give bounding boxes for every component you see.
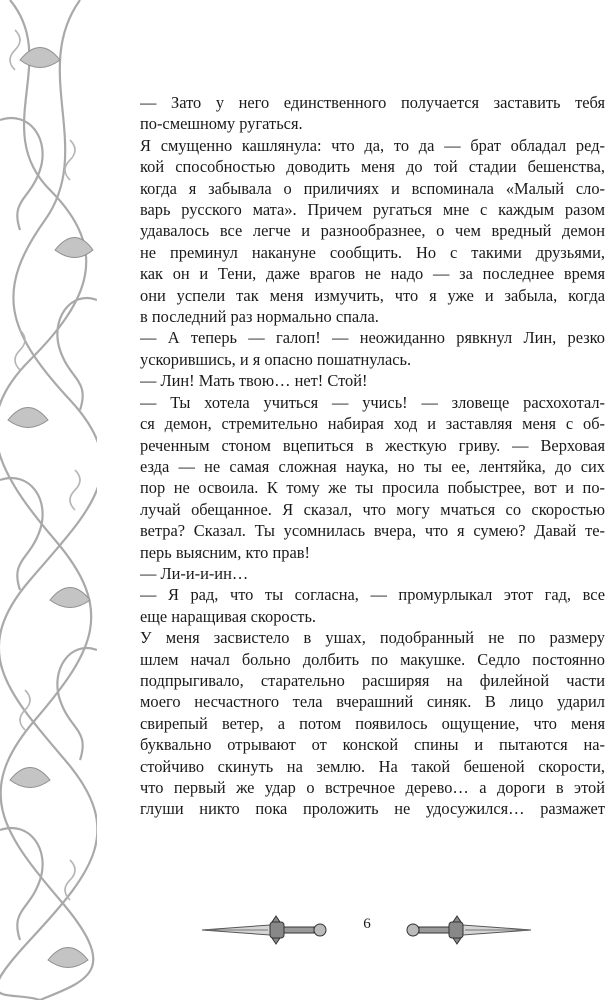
- text-line: они успели так меня измучить, что я уже и забыла, когда: [140, 285, 605, 305]
- text-line: езда — не самая сложная наука, но ты ее, лентяйка, до сих: [140, 456, 605, 476]
- page-footer: [0, 902, 613, 962]
- text-line: лучай обещанное. Я сказал, что могу мчаться со скоростью: [140, 499, 605, 519]
- text-line: перь выясним, кто прав!: [140, 542, 310, 562]
- text-line: ветра? Сказал. Ты усомнилась вчера, что я сумею? Давай те-: [140, 521, 605, 541]
- text-line: — Я рад, что ты согласна, — промурлыкал этот гад, все: [140, 585, 605, 605]
- text-line: свирепый ветер, а потом появилось ощущение, что меня: [140, 713, 605, 733]
- text-line: У меня засвистело в ушах, подобранный не по размеру: [140, 628, 605, 648]
- text-line: Я смущенно кашлянула: что да, то да — брат обладал ред-: [140, 135, 605, 155]
- text-line: — Лин! Мать твою… нет! Стой!: [140, 371, 368, 391]
- text-line: удавалось все легче и разнообразнее, о чем вредный демон: [140, 221, 605, 241]
- text-line: — Ты хотела учиться — учись! — зловеще расхохотал-: [140, 392, 605, 412]
- text-line: варь русского мата». Причем ругаться мне с каждым разом: [140, 200, 605, 220]
- text-line: реченным стоном вцепиться в жесткую гриву. — Верховая: [140, 435, 605, 455]
- sword-ornament-icon: [200, 910, 335, 950]
- text-line: буквально отрывают от конской спины и пытаются на-: [140, 735, 605, 755]
- text-line: подпрыгивало, старательно расширяя на филейной части: [140, 670, 605, 690]
- floral-border-icon: [0, 0, 97, 1000]
- text-line: — Зато у него единственного получается заставить тебя: [140, 93, 605, 112]
- text-line: — Ли-и-и-ин…: [140, 563, 249, 583]
- text-line: что первый же удар о встречное дерево… а дороги в этой: [140, 778, 605, 797]
- text-line: глуши никто пока проложить не удосужился… размажет: [140, 799, 605, 819]
- text-line: пор не освоила. К тому же ты просила побыстрее, вот и по-: [140, 478, 605, 498]
- text-line: еще наращивая скорость.: [140, 606, 317, 626]
- text-line: — А теперь — галоп! — неожиданно рявкнул Лин, резко: [140, 328, 605, 348]
- text-line: когда я забывала о приличиях и вспоминала «Малый сло-: [140, 178, 605, 198]
- text-line: кой способностью доводить меня до той стадии бешенства,: [140, 157, 605, 177]
- text-line: шлем начал больно долбить по макушке. Седло постоянно: [140, 649, 605, 669]
- text-line: ся демон, стремительно набирая ход и заставляя меня с об-: [140, 414, 605, 434]
- text-line: стойчиво скинуть на землю. На такой бешеной скорости,: [140, 756, 605, 776]
- text-line: в последний раз нормально спала.: [140, 307, 379, 327]
- text-line: как он и Тени, даже врагов не надо — за последнее время: [140, 264, 605, 284]
- sword-ornament-icon: [398, 910, 533, 950]
- text-line: ускорившись, и я опасно пошатнулась.: [140, 349, 412, 369]
- page-number: 6: [363, 916, 371, 932]
- text-line: по-смешному ругаться.: [140, 114, 303, 134]
- page-text: [140, 92, 605, 820]
- text-line: моего несчастного тела вчерашний синяк. В лицо ударил: [140, 692, 605, 712]
- text-line: не преминул накануне сообщить. Но с такими друзьями,: [140, 242, 605, 262]
